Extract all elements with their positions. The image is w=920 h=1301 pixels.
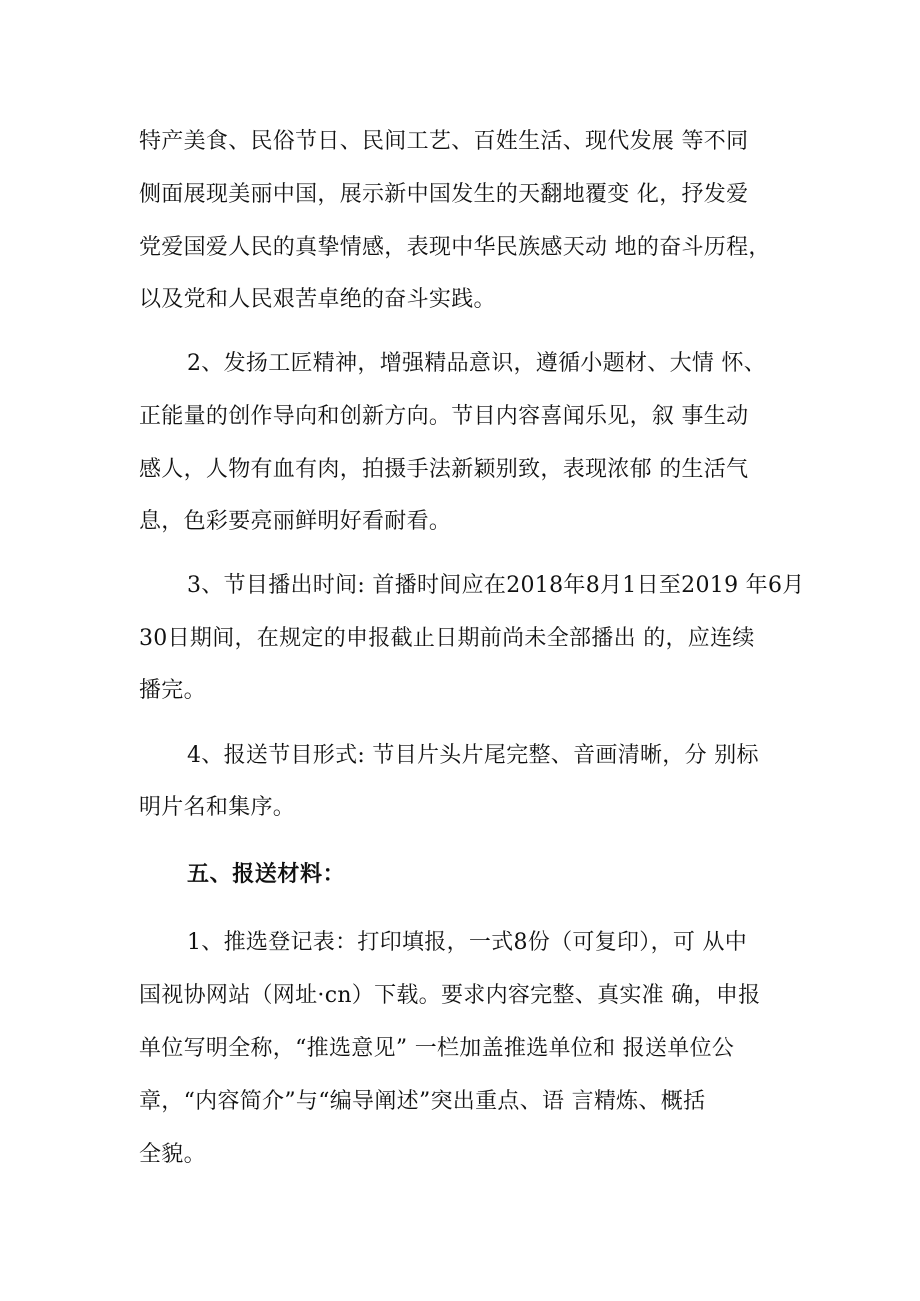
text-line: 正能量的创作导向和创新方向。节目内容喜闻乐见，叙 事生动 bbox=[139, 404, 749, 429]
text-line: 全貌。 bbox=[139, 1142, 206, 1167]
text-line: 单位写明全称，“推选意见” 一栏加盖推选单位和 报送单位公 bbox=[139, 1036, 735, 1061]
section-heading: 五、报送材料： bbox=[187, 861, 346, 887]
text-line: 播完。 bbox=[139, 678, 206, 703]
text-line: 4、报送节目形式: 节目片头片尾完整、音画清晰，分 别标 bbox=[187, 743, 759, 768]
text-line: 党爱国爱人民的真挚情感，表现中华民族感天动 地的奋斗历程， bbox=[139, 235, 771, 260]
text-line: 感人，人物有血有肉，拍摄手法新颖别致，表现浓郁 的生活气 bbox=[139, 457, 749, 482]
text-line: 国视协网站（网址·cn）下载。要求内容完整、真实准 确，申报 bbox=[139, 983, 761, 1008]
text-line: 以及党和人民艰苦卓绝的奋斗实践。 bbox=[139, 287, 496, 312]
text-line: 1、推选登记表：打印填报，一式8份（可复印），可 从中 bbox=[187, 930, 748, 955]
text-line: 明片名和集序。 bbox=[139, 795, 296, 820]
text-line: 息，色彩要亮丽鲜明好看耐看。 bbox=[139, 509, 452, 534]
text-line: 30日期间，在规定的申报截止日期前尚未全部播出 的，应连续 bbox=[139, 626, 755, 651]
text-line: 章，“内容简介”与“编导阐述”突出重点、语 言精炼、概括 bbox=[139, 1089, 706, 1114]
text-line: 2、发扬工匠精神，增强精品意识，遵循小题材、大情 怀、 bbox=[187, 351, 767, 376]
text-line: 3、节目播出时间: 首播时间应在2018年8月1日至2019 年6月 bbox=[187, 573, 805, 598]
text-line: 特产美食、民俗节日、民间工艺、百姓生活、现代发展 等不同 bbox=[139, 129, 749, 154]
text-line: 侧面展现美丽中国，展示新中国发生的天翻地覆变 化，抒发爱 bbox=[139, 182, 749, 207]
